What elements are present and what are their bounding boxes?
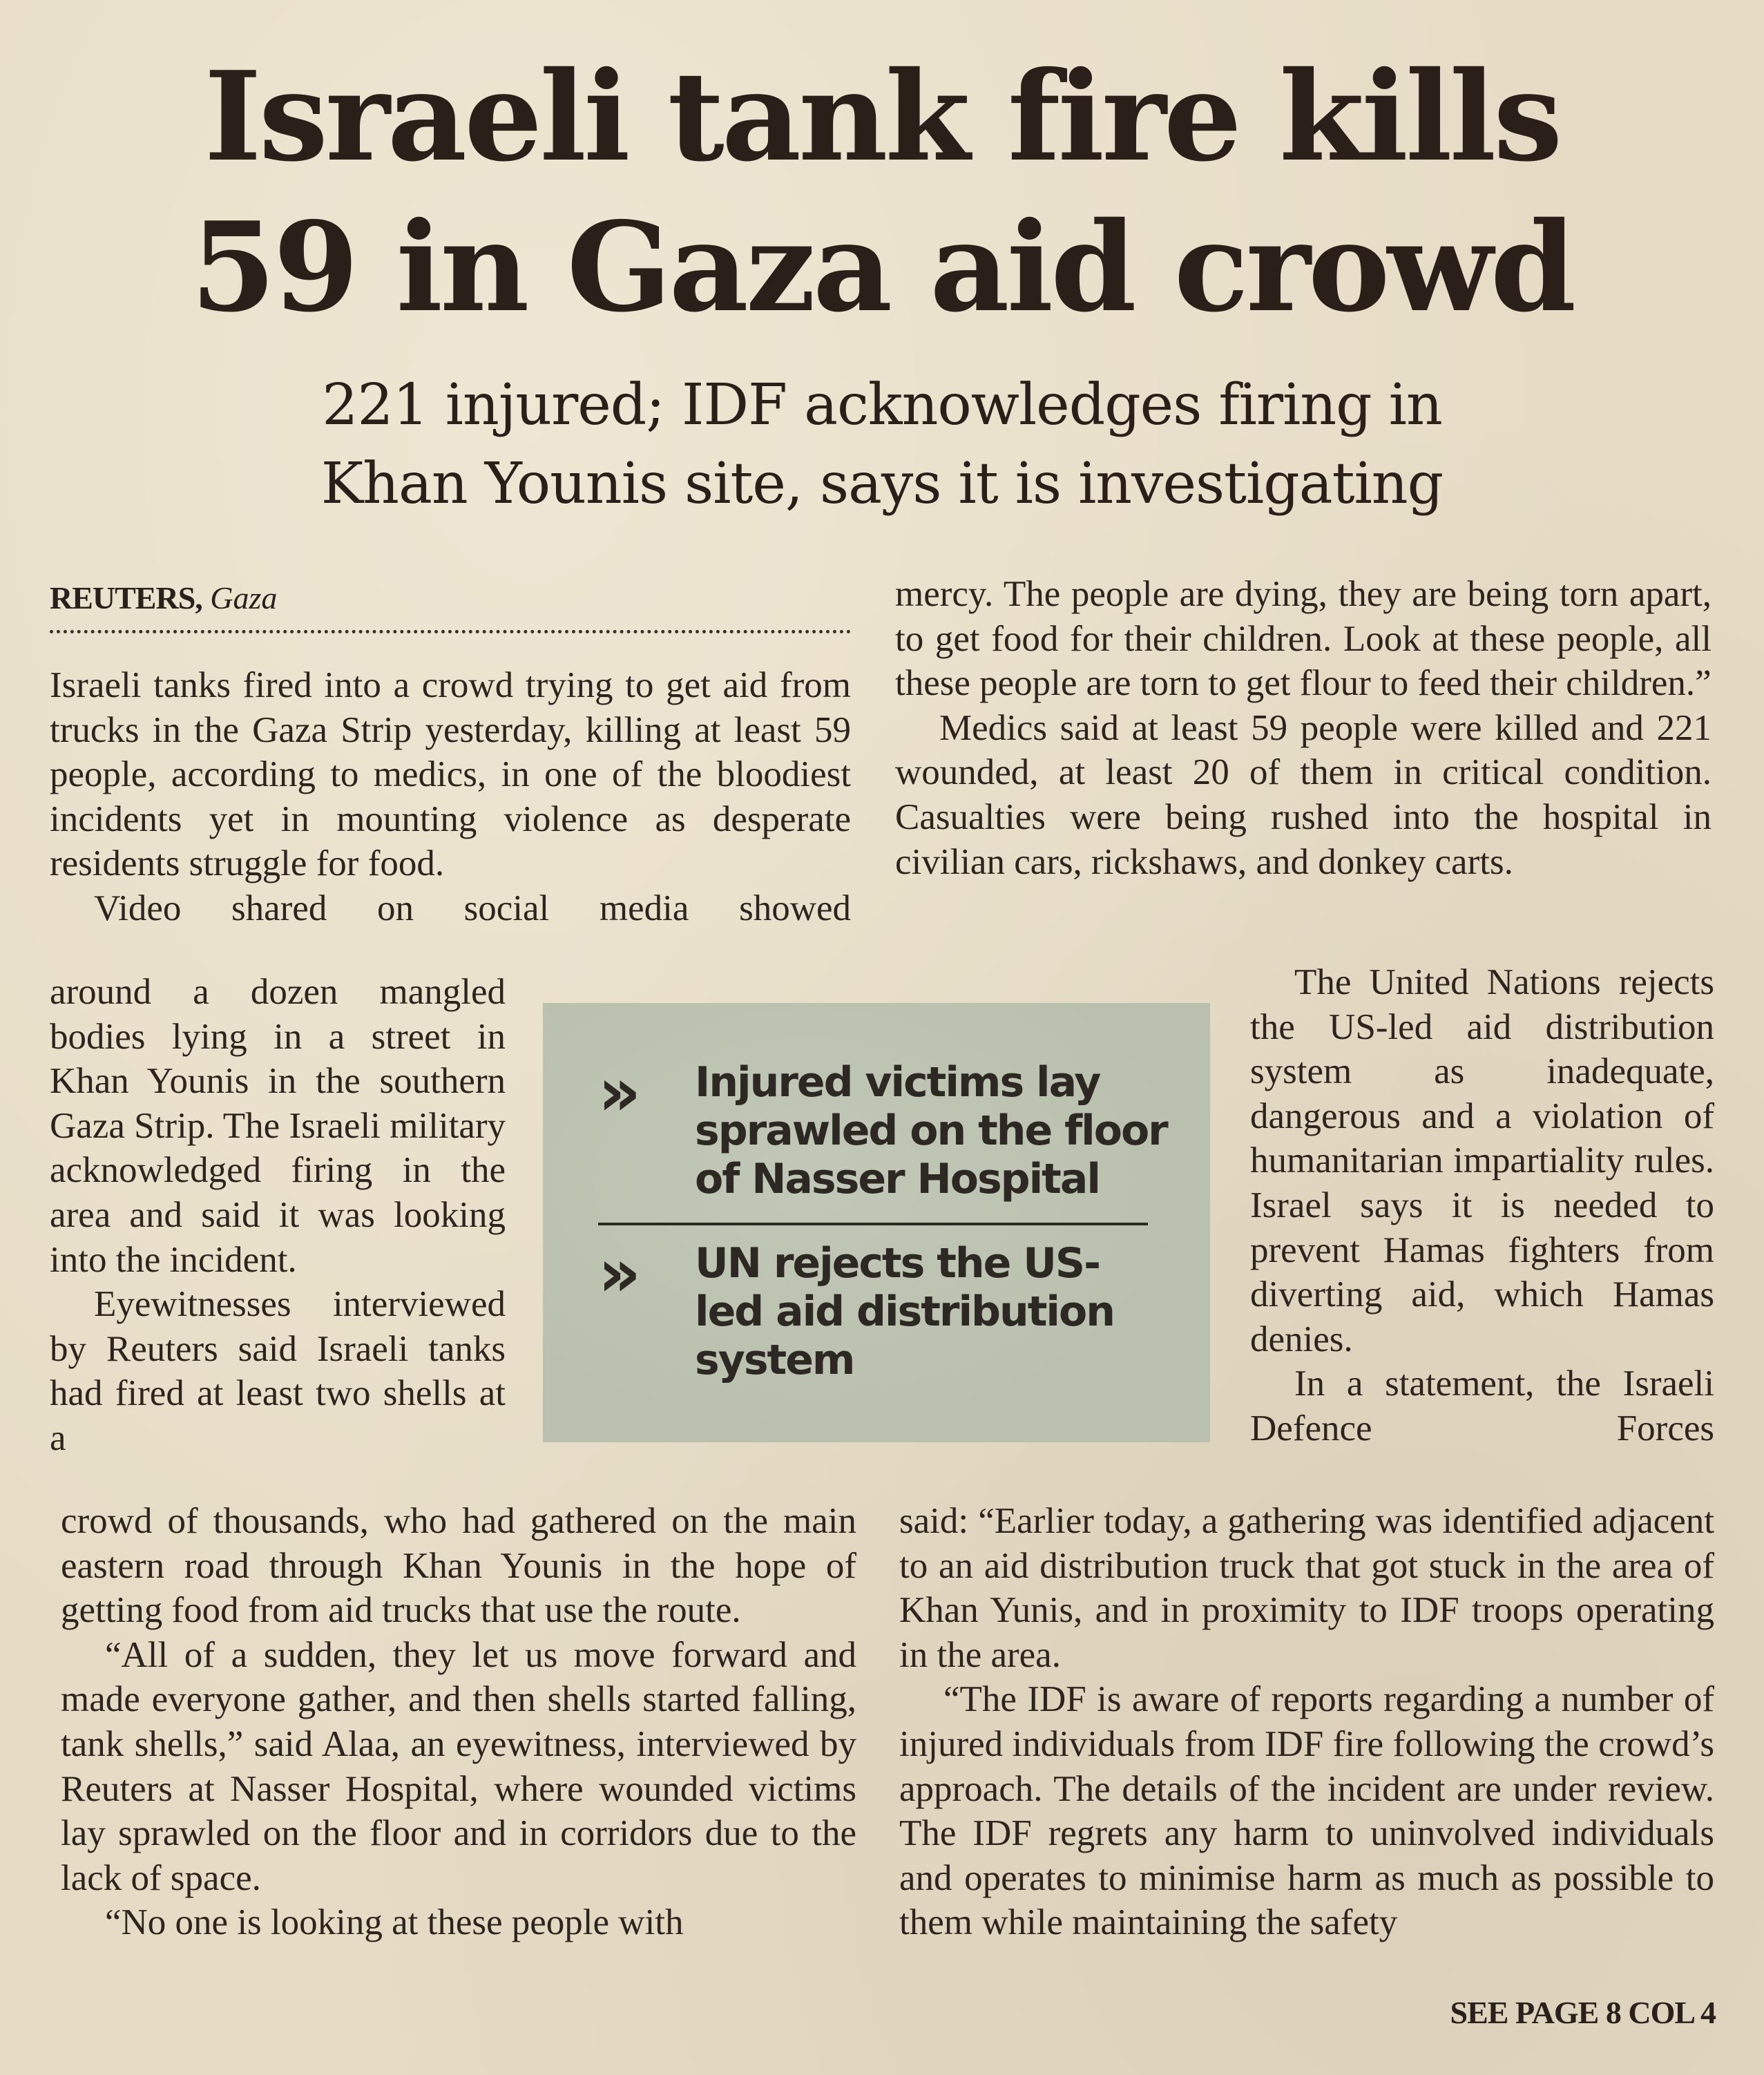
article-paragraph-8-narrow: In a statement, the Israeli Defence Forces <box>1250 1364 1714 1448</box>
headline-line-1: Israeli tank fire kills <box>204 44 1560 189</box>
article-paragraph-3-rest: crowd of thousands, who had gathered on the main eastern road through Khan Younis in the hope of getting food from aid trucks that use the route. <box>61 1501 856 1631</box>
article-paragraph-5-start: “No one is looking at these people with <box>105 1902 684 1943</box>
article-column-left-top <box>50 663 851 931</box>
double-chevron-icon: » <box>598 1053 642 1131</box>
article-paragraph-4: “All of a sudden, they let us move forward and made everyone gather, and then shells started falling, tank shells,” said Alaa, an eyewitness, interviewed by Reuters at Nasser Hospital, where wounded victims lay sprawled on the floor and in corridors due to the lack of space. <box>61 1634 856 1898</box>
continued-jump-line: SEE PAGE 8 COL 4 <box>1450 1995 1716 2030</box>
article-column-left-narrow <box>50 970 506 1461</box>
article-paragraph-3-narrow: Eyewitnesses interviewed by Reuters said Israeli tanks had fired at least two shells at a <box>50 1284 506 1458</box>
byline-dotted-rule <box>50 630 851 633</box>
pull-quote-2-line-3: system <box>695 1336 854 1384</box>
pull-quote-text-2 <box>695 1239 1178 1384</box>
article-paragraph-2-narrow: around a dozen mangled bodies lying in a street in Khan Younis in the southern Gaza Strip. The Israeli military acknowledged firing in the area and said it was looking into the incident. <box>50 972 506 1280</box>
pull-quote-1-line-3: of Nasser Hospital <box>695 1155 1100 1203</box>
article-column-right-narrow <box>1250 960 1714 1451</box>
article-paragraph-1: Israeli tanks fired into a crowd trying to get aid from trucks in the Gaza Strip yesterday, killing at least 59 people, according to medics, in one of the bloodiest incidents yet in mounting violence as desperate residents struggle for food. <box>50 665 851 884</box>
article-column-right-top <box>895 572 1712 884</box>
byline-agency: REUTERS, <box>50 580 202 615</box>
article-paragraph-5-cont: mercy. The people are dying, they are being torn apart, to get food for their children. Look at these people, all these people are torn to get flour to feed their children.” <box>895 574 1712 704</box>
article-column-left-lower <box>61 1499 856 1945</box>
pull-quote-1-line-1: Injured victims lay <box>695 1058 1100 1107</box>
subheadline-line-1: 221 injured; IDF acknowledges firing in <box>322 372 1442 438</box>
article-paragraph-9: “The IDF is aware of reports regarding a number of injured individuals from IDF fire following the crowd’s approach. The details of the incident are under review. The IDF regrets any harm to uninvolved individuals and operates to minimise harm as much as possible to them while maintaining the safety <box>899 1679 1714 1943</box>
subheadline-line-2: Khan Younis site, says it is investigating <box>320 451 1444 517</box>
pull-quote-box <box>543 1003 1210 1442</box>
pull-quote-2-line-2: led aid distribution <box>695 1288 1114 1336</box>
article-paragraph-2-start: Video shared on social media showed <box>94 888 851 928</box>
pull-quote-2-line-1: UN rejects the US- <box>695 1239 1100 1288</box>
pull-quote-1-line-2: sprawled on the floor <box>695 1107 1167 1155</box>
article-paragraph-8-rest: said: “Earlier today, a gathering was identified adjacent to an aid distribution truck that got stuck in the area of Khan Yunis, and in proximity to IDF troops operating in the area. <box>899 1501 1714 1675</box>
article-paragraph-6: Medics said at least 59 people were killed and 221 wounded, at least 20 of them in critical condition. Casualties were being rushed into the hospital in civilian cars, rickshaws, and donkey carts. <box>895 707 1712 882</box>
subheadline <box>111 366 1653 524</box>
article-paragraph-7: The United Nations rejects the US-led aid distribution system as inadequate, dangerous and a violation of humanitarian impartiality rules. Israel says it is needed to prevent Hamas fighters from diverting aid, which Hamas denies. <box>1250 962 1714 1359</box>
pull-quote-text-1 <box>695 1058 1178 1203</box>
pull-quote-divider <box>598 1223 1148 1225</box>
byline <box>50 577 851 619</box>
double-chevron-icon: » <box>598 1234 642 1312</box>
byline-place: Gaza <box>210 580 278 615</box>
headline <box>41 41 1723 343</box>
headline-line-2: 59 in Gaza aid crowd <box>190 195 1574 339</box>
article-column-right-lower <box>899 1499 1714 1945</box>
